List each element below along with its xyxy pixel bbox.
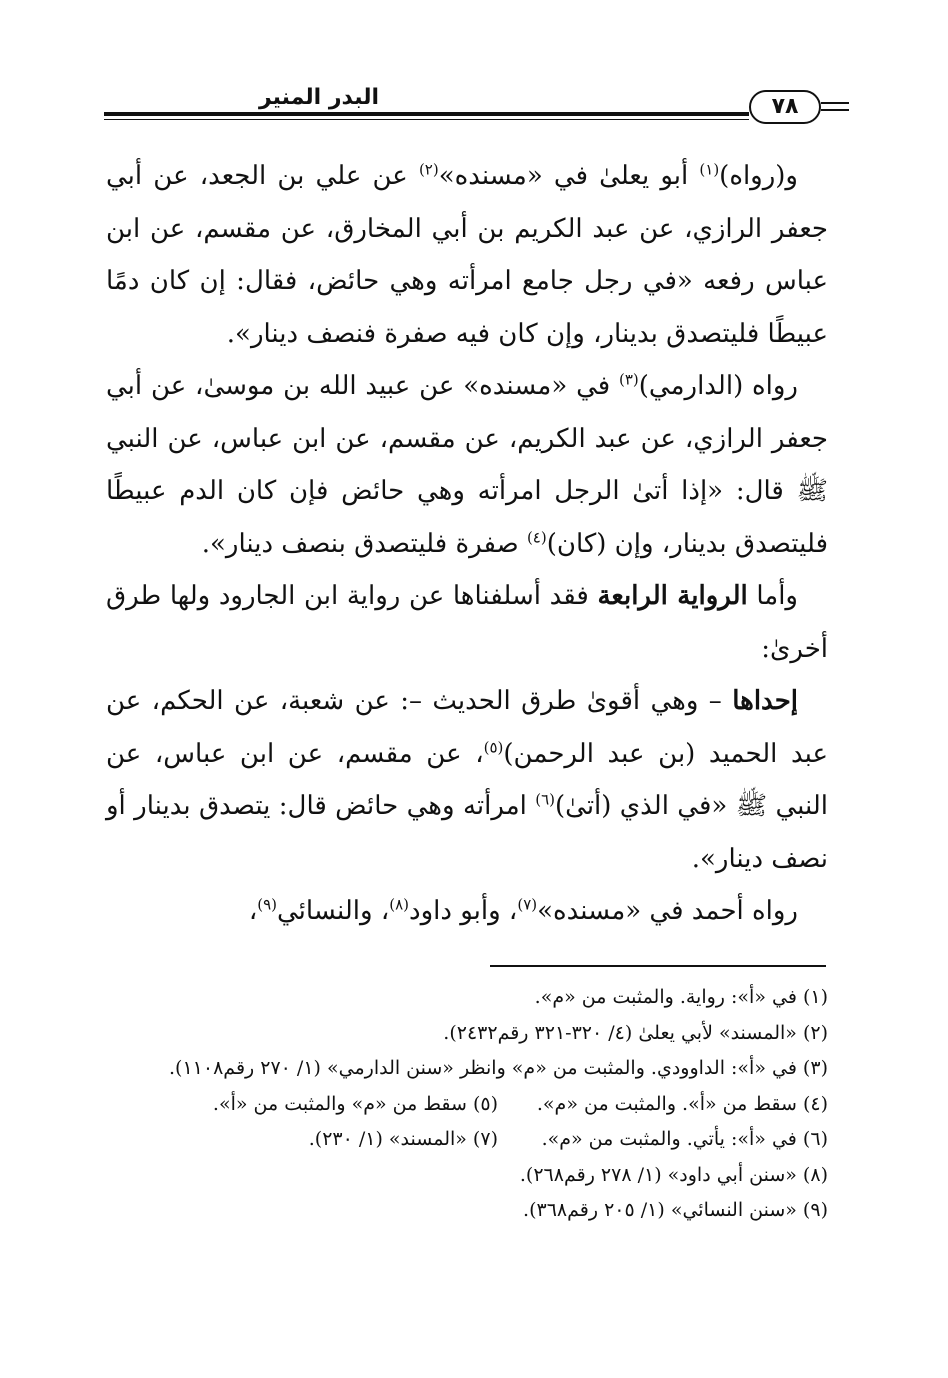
header-rule-thick	[104, 112, 749, 116]
text-run: فقد أسلفناها عن رواية ابن الجارود ولها طرق أخرىٰ:	[106, 581, 828, 664]
footnote-9: (٩) «سنن النسائي» (١/ ٢٠٥ رقم٣٦٨).	[523, 1199, 828, 1221]
footnote-row-6-7	[106, 1122, 828, 1158]
footnote-ref: (١)	[699, 160, 720, 179]
text-run: رواه أحمد في «مسنده»	[537, 896, 798, 926]
text-run: رواه (الدارمي)	[638, 371, 798, 401]
text-run: صفرة فليتصدق بنصف دينار».	[201, 528, 527, 559]
main-text	[106, 150, 828, 938]
text-run: امرأته وهي حائض قال: يتصدق بدينار أو نصف دينار».	[106, 791, 828, 874]
footnote-4: (٤) سقط من «أ». والمثبت من «م».	[536, 1092, 828, 1115]
header-rule-end-upper	[821, 102, 849, 104]
footnote-8: (٨) «سنن أبي داود» (١/ ٢٧٨ رقم٢٦٨).	[519, 1163, 828, 1186]
running-title: البدر المنير	[258, 85, 379, 110]
text-run: أبو يعلىٰ في «مسنده»	[438, 161, 700, 191]
footnote-6: (٦) في «أ»: يأتي. والمثبت من «م».	[541, 1128, 828, 1150]
paragraph-5	[106, 885, 828, 938]
footnote-separator	[490, 965, 826, 967]
text-run: و(رواه)	[719, 161, 798, 191]
text-run: ،	[248, 896, 258, 926]
page-number: ٧٨	[749, 90, 821, 124]
header-rule-thin	[104, 119, 749, 120]
footnote-5: (٥) سقط من «م» والمثبت من «أ».	[212, 1092, 498, 1115]
text-run: وأما	[747, 581, 798, 611]
text-run: في «مسنده» عن عبيد الله بن موسىٰ، عن أبي جعفر الرازي، عن عبد الكريم، عن مقسم، عن ابن عباس، عن النبي ﷺ قال: «إذا أتىٰ الرجل امرأته وهي حائض فإن كان الدم عبيطًا فليتصدق بدينار، وإن (كان)	[106, 371, 828, 559]
footnote-ref: (٧)	[517, 895, 538, 914]
footnote-row-4-5	[106, 1087, 828, 1123]
footnote-ref: (٣)	[618, 370, 639, 389]
paragraph-2	[106, 360, 828, 570]
footnote-ref: (٤)	[526, 527, 547, 546]
footnotes	[106, 980, 828, 1229]
text-run: ، عن مقسم، عن ابن عباس، عن النبي ﷺ «في الذي (أتىٰ)	[106, 738, 828, 821]
footnote-ref: (٦)	[535, 790, 555, 809]
footnote-ref: (٢)	[418, 160, 439, 179]
paragraph-3	[106, 570, 828, 675]
footnote-ref: (٨)	[389, 895, 410, 914]
text-run: ، والنسائي	[277, 896, 390, 926]
footnote-3: (٣) في «أ»: الداوودي. والمثبت من «م» وانظر «سنن الدارمي» (١/ ٢٧٠ رقم١١٠٨).	[169, 1057, 828, 1079]
footnote-2: (٢) «المسند» لأبي يعلىٰ (٤/ ٣٢٠-٣٢١ رقم٢٤٣٢).	[443, 1021, 828, 1044]
paragraph-1	[106, 150, 828, 360]
page-header	[104, 84, 849, 128]
bold-term: إحداها	[732, 686, 798, 716]
footnote-1: (١) في «أ»: رواية. والمثبت من «م».	[534, 986, 828, 1008]
footnote-ref: (٥)	[483, 737, 504, 756]
footnote-7: (٧) «المسند» (١/ ٢٣٠).	[308, 1128, 498, 1150]
paragraph-4	[106, 675, 828, 885]
header-rule-end-lower	[821, 109, 849, 111]
text-run: – وهي أقوىٰ طرق الحديث –: عن شعبة، عن الحكم، عن عبد الحميد (بن عبد الرحمن)	[106, 686, 828, 769]
text-run: عن علي بن الجعد، عن أبي جعفر الرازي، عن عبد الكريم بن أبي المخارق، عن مقسم، عن ابن عباس رفعه «في رجل جامع امرأته وهي حائض، فقال: إن كان دمًا عبيطًا فليتصدق بدينار، وإن كان فيه صفرة فنصف دينار».	[106, 161, 828, 349]
bold-term: الرواية الرابعة	[597, 581, 748, 611]
text-run: ، وأبو داود	[409, 896, 518, 926]
footnote-ref: (٩)	[257, 895, 277, 914]
